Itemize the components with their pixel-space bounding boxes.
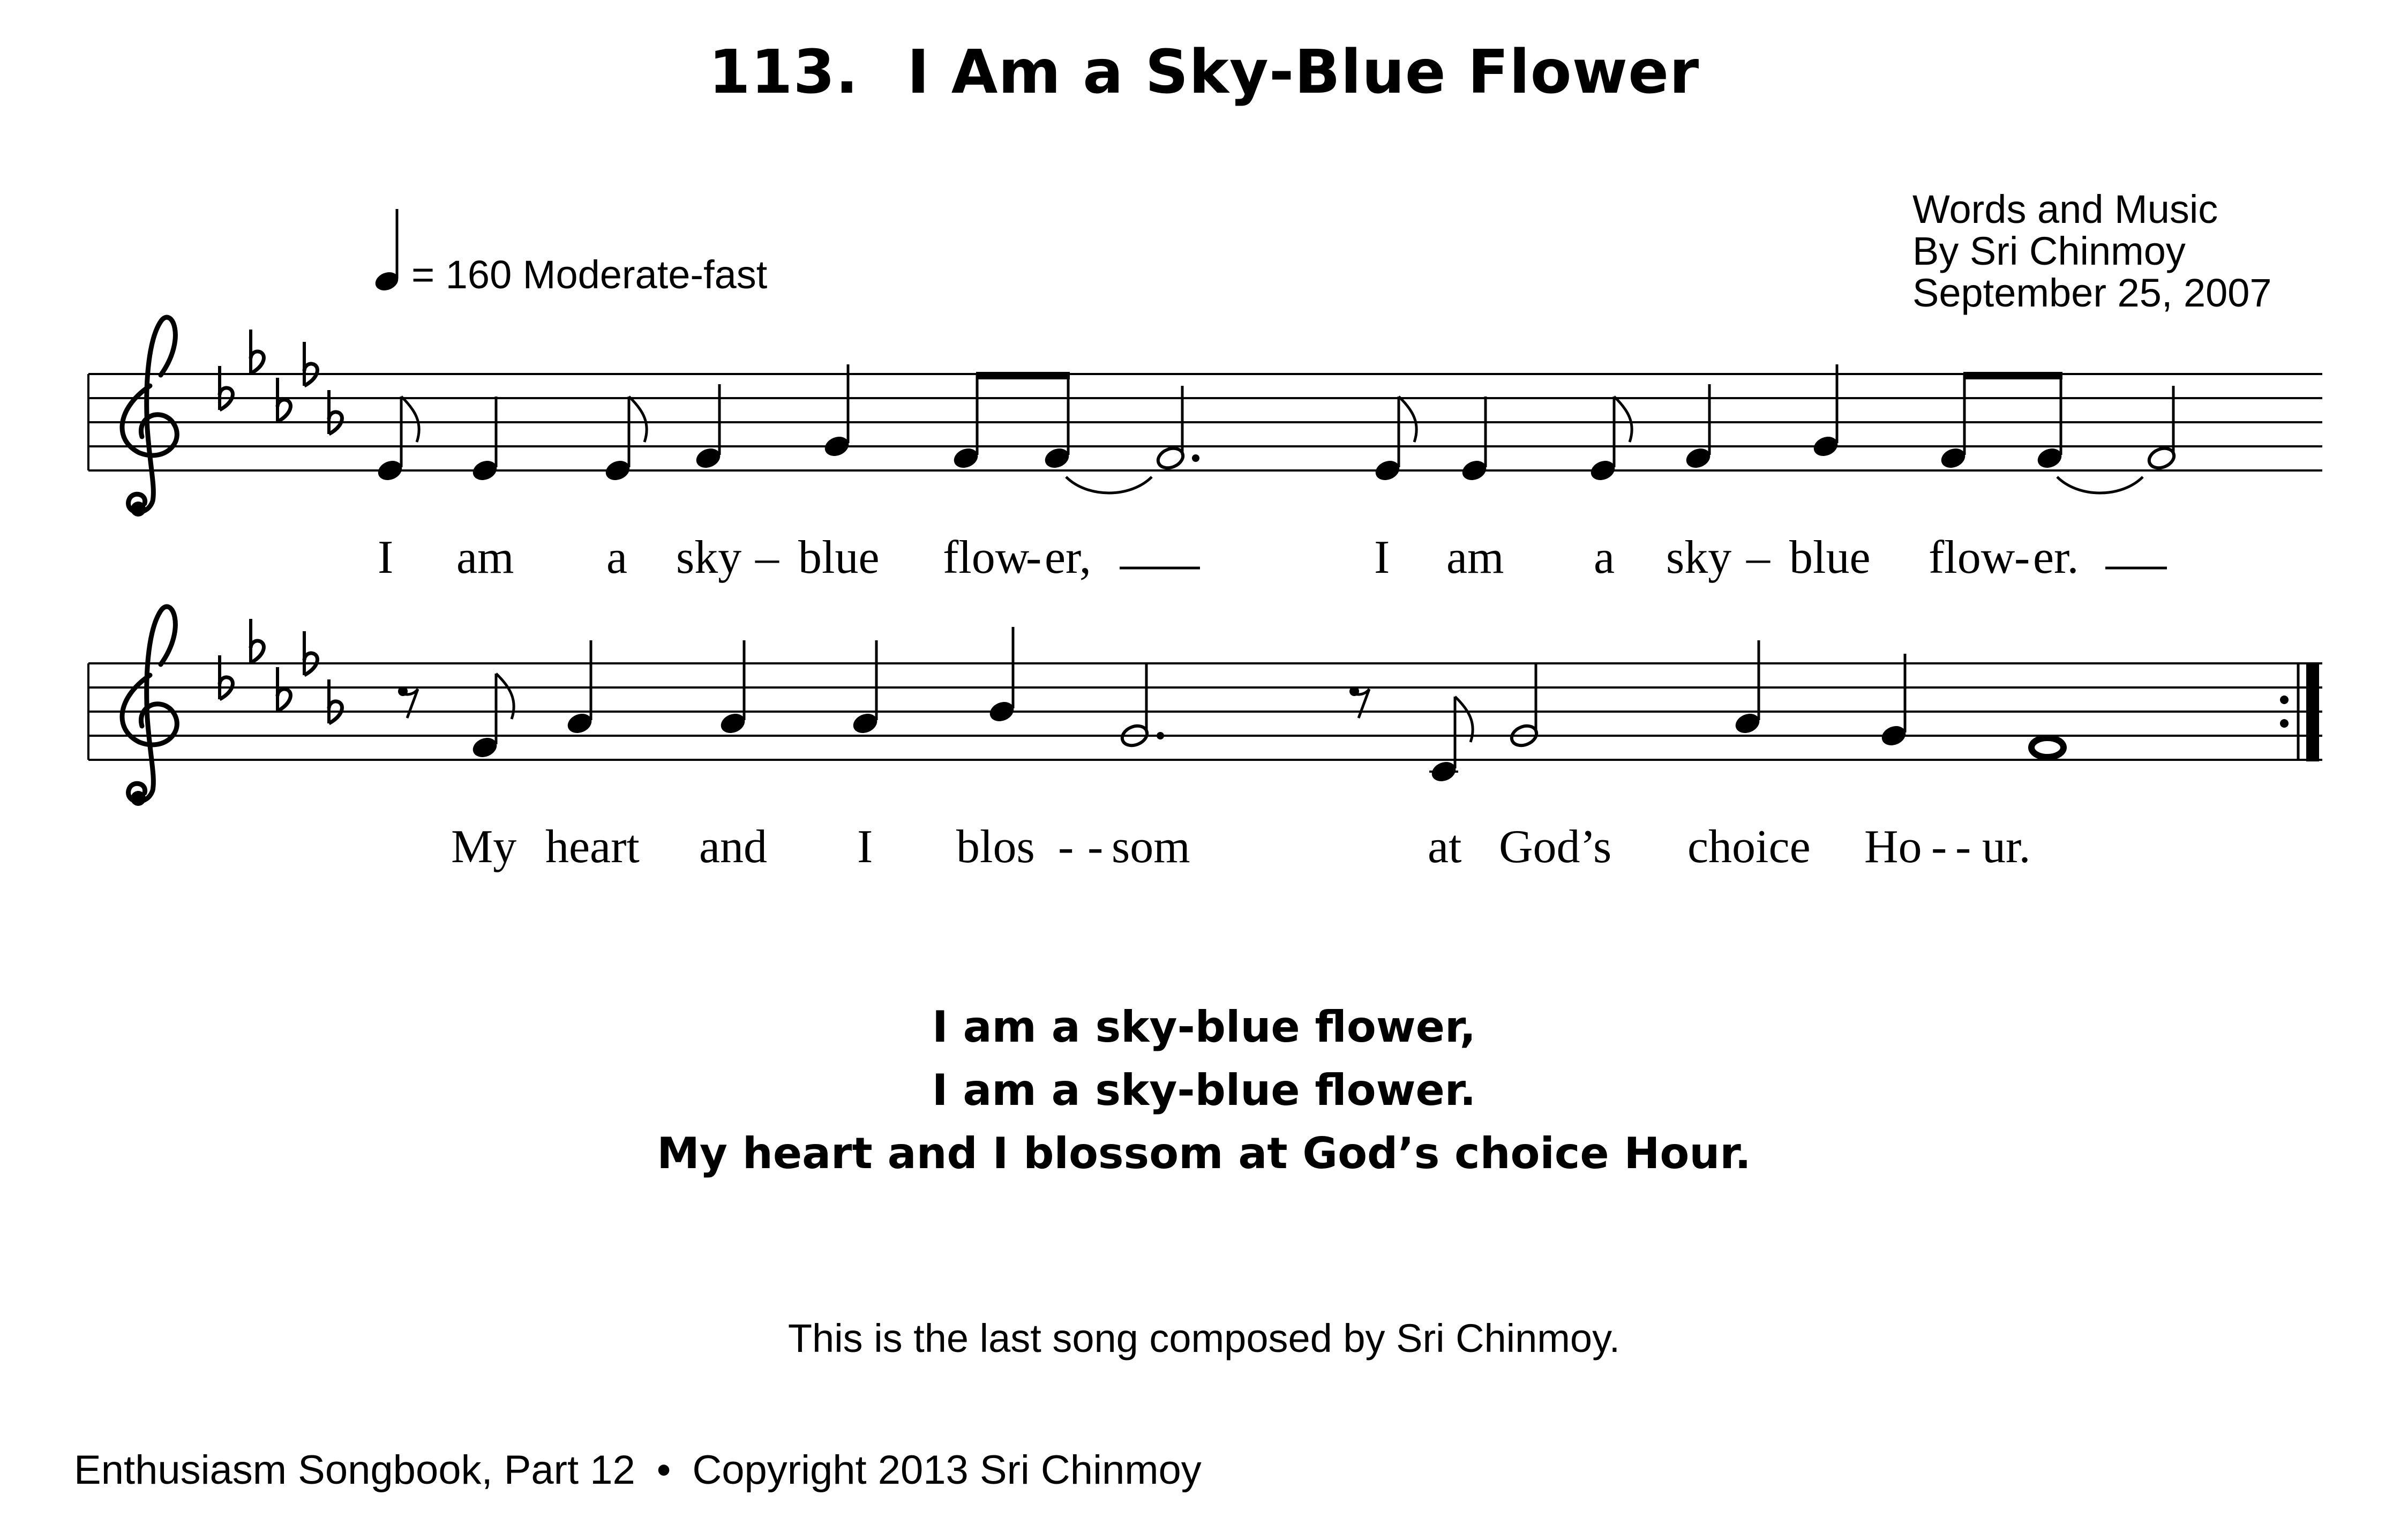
lyric-syllable: sky xyxy=(1666,532,1732,584)
eighth-rest-icon xyxy=(1349,686,1369,718)
lyric-syllable: Ho xyxy=(1864,821,1922,873)
lyric-syllable: blue xyxy=(798,532,880,584)
lyric-syllable: am xyxy=(456,532,514,584)
lyric-syllable: and xyxy=(699,821,768,873)
song-title-text: I Am a Sky-Blue Flower xyxy=(907,38,1700,107)
lyric-syllable: blos xyxy=(956,821,1035,873)
lyric-syllable: I xyxy=(378,532,394,584)
lyric-syllable: choice xyxy=(1687,821,1811,873)
composition-note: This is the last song composed by Sri Chinmoy. xyxy=(787,1316,1621,1360)
lyric-syllable: a xyxy=(606,532,628,584)
lyric-hyphen: - xyxy=(1087,821,1104,873)
lyric-syllable: God’s xyxy=(1499,821,1612,873)
quarter-note-icon xyxy=(373,209,401,294)
notes-staff-2 xyxy=(398,627,2064,784)
staff-1 xyxy=(88,317,2322,517)
lyric-hyphen: - xyxy=(1931,821,1947,873)
credits-line-3: September 25, 2007 xyxy=(1912,271,2272,315)
lyric-hyphen: – xyxy=(755,532,779,584)
credits-line-1: Words and Music xyxy=(1912,187,2218,231)
footer-book: Enthusiasm Songbook, Part 12 xyxy=(74,1447,635,1493)
treble-clef-icon xyxy=(122,317,177,517)
final-barline xyxy=(2306,662,2319,761)
lyric-syllable: flow xyxy=(943,532,1030,584)
song-number: 113. xyxy=(708,38,859,107)
lyric-syllable: at xyxy=(1428,821,1462,873)
lyric-syllable: ur. xyxy=(1982,821,2031,873)
key-signature xyxy=(220,330,342,434)
verse-line-1: I am a sky-blue flower, xyxy=(932,1002,1476,1052)
eighth-rest-icon xyxy=(398,686,418,718)
lyric-syllable: a xyxy=(1594,532,1615,584)
lyric-syllable: sky xyxy=(676,532,742,584)
verse-line-3: My heart and I blossom at God’s choice Hour. xyxy=(657,1128,1751,1178)
footer xyxy=(74,1447,1202,1493)
lyric-syllable: flow xyxy=(1929,532,2015,584)
whole-note-icon xyxy=(2031,738,2064,757)
lyric-hyphen: - xyxy=(2014,532,2030,584)
lyric-hyphen: - xyxy=(1026,532,1042,584)
lyric-syllable: My xyxy=(451,821,517,873)
lyric-hyphen: - xyxy=(1955,821,1971,873)
lyric-syllable: I xyxy=(1374,532,1390,584)
repeat-dot xyxy=(2280,696,2289,704)
lyric-syllable: heart xyxy=(545,821,640,873)
footer-copyright: Copyright 2013 Sri Chinmoy xyxy=(692,1447,1202,1493)
lyric-syllable: er. xyxy=(2033,532,2079,584)
lyric-hyphen: - xyxy=(1058,821,1074,873)
lyric-syllable: I xyxy=(857,821,873,873)
key-signature xyxy=(220,619,342,723)
lyric-syllable: am xyxy=(1446,532,1504,584)
repeat-dot xyxy=(2280,719,2289,728)
tempo-marking: = 160 Moderate-fast xyxy=(411,252,768,297)
verse-line-2: I am a sky-blue flower. xyxy=(932,1065,1476,1115)
staff-2 xyxy=(88,607,2322,806)
lyric-hyphen: – xyxy=(1746,532,1770,584)
credits-line-2: By Sri Chinmoy xyxy=(1912,229,2186,273)
lyric-syllable: er, xyxy=(1045,532,1091,584)
lyric-syllable: blue xyxy=(1789,532,1871,584)
footer-separator: • xyxy=(656,1447,671,1493)
treble-clef-icon xyxy=(122,607,177,806)
notes-staff-1 xyxy=(375,364,2177,493)
lyric-syllable: som xyxy=(1112,821,1190,873)
